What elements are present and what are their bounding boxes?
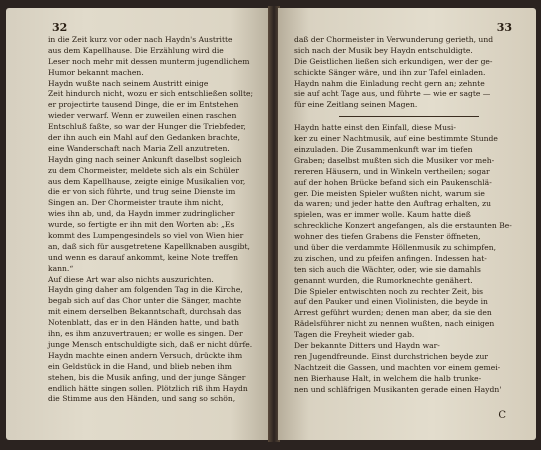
text-line: Haydn ging daher am folgenden Tag in die Kirche, <box>48 285 243 295</box>
text-line: Nachtzeit die Gassen, und machten vor einem gemei- <box>294 362 501 372</box>
text-line: wohner des tiefen Grabens die Fenster öffneten, <box>294 232 481 242</box>
text-line: ker zu einer Nachtmusik, auf eine bestimmte Stunde <box>294 134 498 144</box>
text-line: und über die verdammte Höllenmusik zu schimpfen, <box>294 243 497 253</box>
left-page-number: 32 <box>52 21 68 34</box>
text-line: genannt wurden, die Rumorknechte genähert. <box>294 275 473 285</box>
text-line: in die Zeit kurz vor oder nach Haydn's Austrittе <box>48 35 233 44</box>
text-line: daß der Chormeister in Verwunderung gerieth, und <box>294 35 494 44</box>
text-line: stehen, bis die Musik anfing, und der junge Sänger <box>48 372 246 382</box>
text-line: sie auf acht Tage aus, und führte — wie er sagte — <box>294 89 491 99</box>
text-line: Haydn nahm die Einladung recht gern an; zehnte <box>294 78 485 88</box>
text-line: ein Geldstück in die Hand, und blieb neben ihm <box>48 361 232 371</box>
text-line: Singen an. Der Chormeister traute ihm nicht, <box>48 198 224 208</box>
text-line: Haydn ging nach seiner Ankunft daselbst sogleich <box>48 154 242 164</box>
text-line: zu zischen, und zu pfeifen anfingen. Indessen hat- <box>294 253 487 263</box>
text-line: einzuladen. Die Zusammenkunft war im tiefen <box>294 145 473 155</box>
text-line: er projectirte tausend Dinge, die er im Entstehen <box>48 100 239 110</box>
text-line: ihn, es ihm anzuvertrauen; er wolle es singen. Der <box>48 329 243 339</box>
text-line: da waren; und jeder hatte den Auftrag erhalten, zu <box>294 199 492 209</box>
text-line: Entschluß faßte, so war der Hunger die Triebfeder, <box>48 122 246 132</box>
section-divider <box>339 116 479 117</box>
right-page-top-section <box>294 35 520 111</box>
text-line: ren Jugendfreunde. Einst durchstrichen beyde zur <box>294 351 489 361</box>
text-line: schreckliche Konzert angefangen, als die erstaunten Be- <box>294 221 512 231</box>
text-line: die er von sich führte, und trug seine Dienste im <box>48 187 236 197</box>
text-line: der ihn auch ein Mahl auf den Gedanken brachte, <box>48 133 240 143</box>
text-line: Die Geistlichen ließen sich erkundigen, wer der ge- <box>294 56 493 66</box>
text-line: junge Mensch entschuldigte sich, daß er nicht dürfe. <box>48 339 253 349</box>
text-line: endlich hätte singen sollen. Plötzlich riß ihm Haydn <box>48 383 248 393</box>
text-line: Haydn wußte nach seinem Austritt einige <box>48 78 209 88</box>
text-line: Haydn hatte einst den Einfall, diese Musi- <box>294 123 456 133</box>
text-line: Die Spieler entwischten noch zu rechter Zeit, bis <box>294 286 484 296</box>
right-page-bottom-section <box>294 123 520 395</box>
text-line: eine Wanderschaft nach Maria Zell anzutreten. <box>48 143 230 153</box>
text-line: mit einem derselben Bekanntschaft, durchsah das <box>48 307 242 317</box>
text-line: auf den Pauker und einen Violinisten, die beyde in <box>294 297 488 307</box>
text-line: spielen, was er immer wolle. Kaum hatte dieß <box>294 210 471 220</box>
right-page-body <box>294 35 520 396</box>
text-line: Humor bekannt machen. <box>48 67 144 77</box>
text-line: wieder verwarf. Wenn er zuweilen einen raschen <box>48 111 237 121</box>
text-line: aus dem Kapellhause, zeigte einige Musikalien vor, <box>48 176 246 186</box>
text-line: Zeit hindurch nicht, wozu er sich entschließen sollte; <box>48 89 254 99</box>
text-line: ten sich auch die Wächter, oder, wie sie damahls <box>294 264 481 274</box>
text-line: die Stimme aus den Händen, und sang so schön, <box>48 394 236 404</box>
text-line: wurde, so fertigte er ihn mit den Worten ab: „Es <box>48 220 235 230</box>
text-line: begab sich auf das Chor unter die Sänger, machte <box>48 296 242 306</box>
text-line: Haydn machte einen andern Versuch, drückte ihm <box>48 350 243 360</box>
text-line: nen und schläfrigen Musikanten gerade einen Haydn' <box>294 384 502 394</box>
text-line: und wenn es darauf ankommt, keine Note treffen <box>48 252 239 262</box>
text-line: Leser noch mehr mit dessen munterm jugendlichem <box>48 56 250 66</box>
text-line: kommt des Lumpengesindels so viel von Wien hier <box>48 231 244 241</box>
text-line: Notenblatt, das er in den Händen hatte, und bath <box>48 318 239 328</box>
text-line: rereren Häusern, und in Winkeln vertheilen; sogar <box>294 166 490 176</box>
text-line: Auf diese Art war also nichts auszurichten. <box>48 274 214 284</box>
right-page-number: 33 <box>496 21 512 34</box>
text-line: ger. Die meisten Spieler wußten nicht, warum sie <box>294 188 485 198</box>
text-line: sich nach der Musik bey Haydn entschuldigte. <box>294 45 473 55</box>
text-line: Rädelsführer nicht zu nennen wußten, nach einigen <box>294 319 495 329</box>
text-line: zu dem Chormeister, meldete sich als ein Schüler <box>48 165 239 175</box>
text-line: aus dem Kapellhause. Die Erzählung wird die <box>48 45 224 55</box>
text-line: Der bekannte Ditters und Haydn war- <box>294 341 440 351</box>
text-line: an, daß sich für ausgetretene Kapellknaben ausgibt, <box>48 241 250 251</box>
text-line: kann.“ <box>48 263 74 273</box>
text-line: schickte Sänger wäre, und ihn zur Tafel einladen. <box>294 67 486 77</box>
text-line: Tagen die Freyheit wieder gab. <box>294 330 415 340</box>
signature-mark: C <box>498 410 506 421</box>
text-line: Graben; daselbst mußten sich die Musiker vor meh- <box>294 155 495 165</box>
text-line: nen Bierhause Halt, in welchem die halb trunke- <box>294 373 482 383</box>
left-page <box>6 8 270 440</box>
text-line: auf der hohen Brücke befand sich ein Paukenschlä- <box>294 177 492 187</box>
left-page-body <box>48 35 260 405</box>
text-line: Arrest geführt wurden; denen man aber, da sie den <box>294 308 492 318</box>
text-line: für eine Zeitlang seinen Magen. <box>294 100 418 110</box>
text-line: wies ihn ab, und, da Haydn immer zudringlicher <box>48 209 235 219</box>
right-page <box>278 8 536 440</box>
